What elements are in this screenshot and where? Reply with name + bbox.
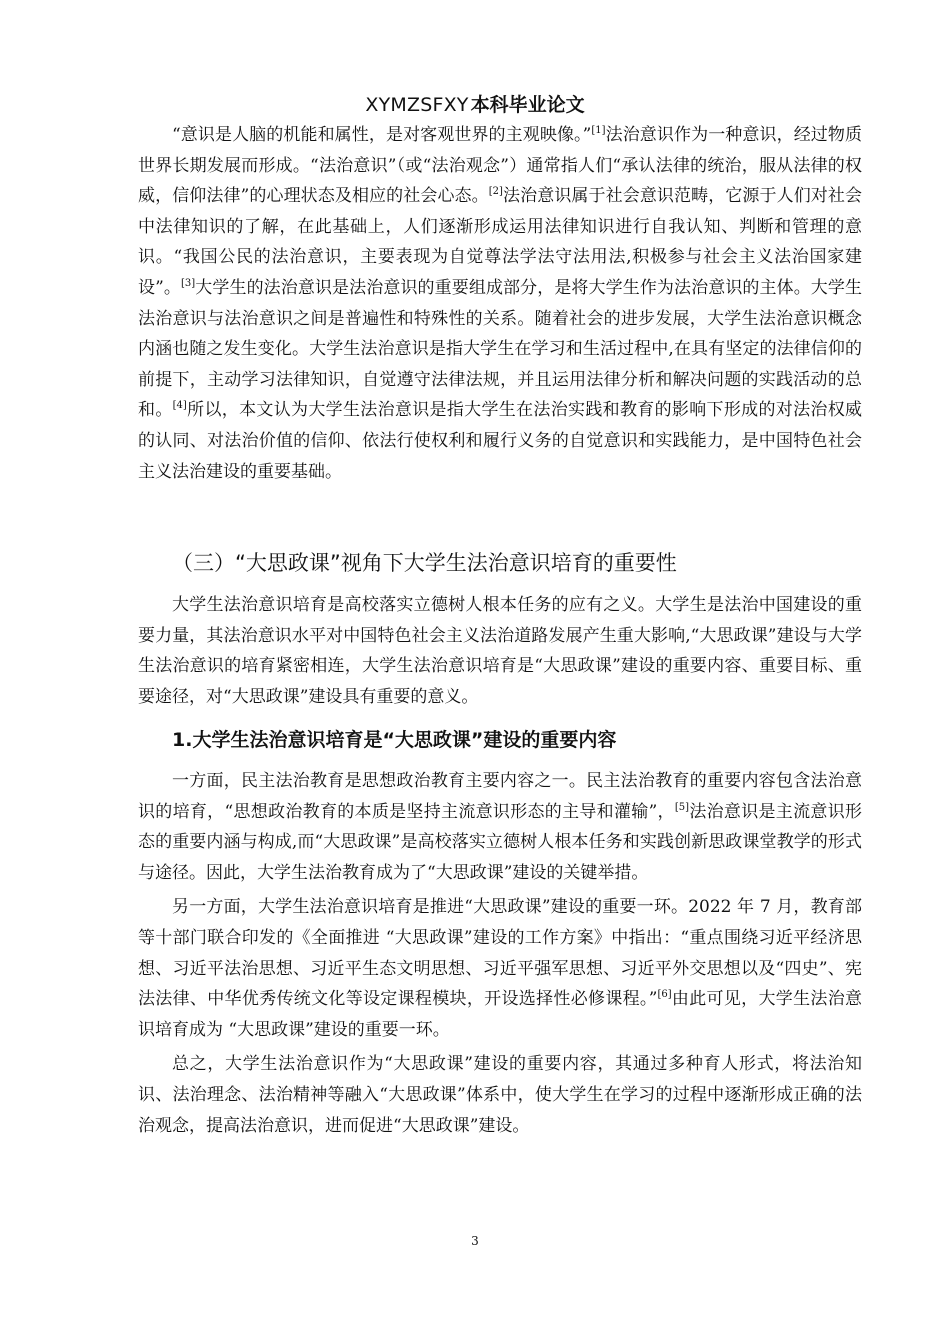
definition-paragraph-block: [138, 120, 862, 487]
paragraph-one-hand: [138, 766, 862, 888]
paragraph-legal-awareness-definition: [138, 120, 862, 487]
text-span: “意识是人脑的机能和属性，是对客观世界的主观映像。”: [172, 125, 592, 145]
text-span: 另一方面，大学生法治意识培育是推进“大思政课”建设的重要一环。2022 年 7 月，教育部等十部门联合印发的《全面推进 “大思政课”建设的工作方案》中指出：“重点围绕习近平经济思想、习近平法治思想、习近平生态文明思想、习近平强军思想、习近平外交思想以及“四史”、宪法法律、中华优秀传统文化等设定课程模块，开设选择性必修课程。”: [138, 897, 862, 1010]
citation-ref: [1]: [591, 125, 606, 136]
importance-paragraph-block: [138, 590, 862, 712]
citation-ref: [5]: [674, 801, 690, 813]
text-span: 所以，本文认为大学生法治意识是指大学生在法治实践和教育的影响下形成的对法治权威的认同、对法治价值的信仰、依法行使权利和履行义务的自觉意识和实践能力，是中国特色社会主义法治建设的重要基础。: [138, 400, 863, 482]
text-span: 法治意识属于社会意识范畴，它源于人们对社会中法律知识的了解，在此基础上，人们逐渐形成运用法律知识进行自我认知、判断和管理的意识。“我国公民的法治意识，主要表现为自觉尊法学法守法用法,积极参与社会主义法治国家建设”。: [138, 186, 862, 298]
header-title: 本科毕业论文: [470, 94, 585, 116]
citation-ref: [4]: [172, 400, 187, 412]
subsection-heading-one: 1.大学生法治意识培育是“大思政课”建设的重要内容: [172, 729, 617, 751]
paragraph-importance: 大学生法治意识培育是高校落实立德树人根本任务的应有之义。大学生是法治中国建设的重要力量，其法治意识水平对中国特色社会主义法治道路发展产生重大影响,“大思政课”建设与大学生法治意识的培育紧密相连，大学生法治意识培育是“大思政课”建设的重要内容、重要目标、重要途径，对“大思政课”建设具有重要的意义。: [138, 595, 862, 707]
text-span: 法治意识是主流意识形态的重要内涵与构成,而“大思政课”是高校落实立德树人根本任务和实践创新思政课堂教学的形式与途径。因此，大学生法治教育成为了“大思政课”建设的关键举措。: [138, 801, 862, 883]
citation-ref: [2]: [488, 186, 503, 198]
header-code: XYMZSFXY: [365, 94, 469, 116]
text-span: 大学生的法治意识是法治意识的重要组成部分，是将大学生作为法治意识的主体。大学生法治意识与法治意识之间是普遍性和特殊性的关系。随着社会的进步发展，大学生法治意识概念内涵也随之发生变化。大学生法治意识是指大学生在学习和生活过程中,在具有坚定的法律信仰的前提下，主动学习法律知识，自觉遵守法律法规，并且运用法律分析和解决问题的实践活动的总和。: [138, 277, 863, 421]
paragraph-other-hand: [138, 892, 862, 1045]
text-span: 一方面，民主法治教育是思想政治教育主要内容之一。民主法治教育的重要内容包含法治意识的培育，“思想政治教育的本质是坚持主流意识形态的主导和灌输”，: [138, 771, 862, 822]
section-heading-three: （三）“大思政课”视角下大学生法治意识培育的重要性: [172, 551, 677, 575]
text-span: 由此可见，大学生法治意识培育成为 “大思政课”建设的重要一环。: [138, 989, 862, 1040]
page-header: [0, 92, 950, 118]
text-span: 法治意识作为一种意识，经过物质世界长期发展而形成。“法治意识”（或“法治观念”）通常指人们“承认法律的统治，服从法律的权威，信仰法律”的心理状态及相应的社会心态。: [138, 125, 862, 207]
content-paragraph-block: [138, 766, 862, 1141]
citation-ref: [3]: [181, 277, 196, 289]
page-number: 3: [471, 1234, 479, 1248]
paragraph-summary: 总之，大学生法治意识作为“大思政课”建设的重要内容，其通过多种育人形式，将法治知识、法治理念、法治精神等融入“大思政课”体系中，使大学生在学习的过程中逐渐形成正确的法治观念，提高法治意识，进而促进“大思政课”建设。: [138, 1054, 862, 1136]
citation-ref: [6]: [657, 989, 672, 1001]
